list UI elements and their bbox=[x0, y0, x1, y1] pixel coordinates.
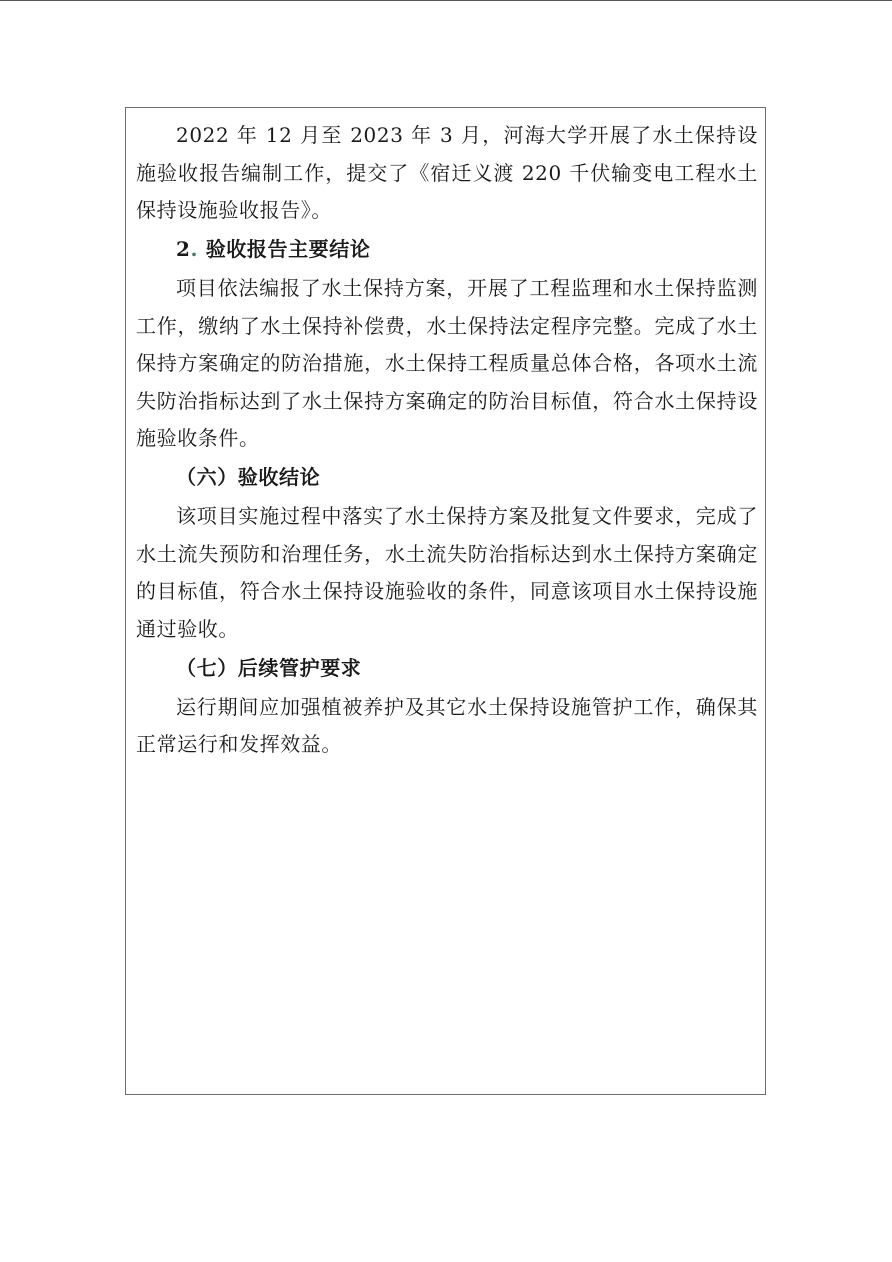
paragraph-acceptance-conclusion: 该项目实施过程中落实了水土保持方案及批复文件要求，完成了水土流失预防和治理任务，水土流失防治指标达到水土保持方案确定的目标值，符合水土保持设施验收的条件，同意该项目水土保持设施通过验收。 bbox=[136, 504, 758, 641]
heading-title: 验收报告主要结论 bbox=[205, 237, 371, 261]
paragraph-report-submission: 2022 年 12 月至 2023 年 3 月，河海大学开展了水土保持设施验收报告编制工作，提交了《宿迁义渡 220 千伏输变电工程水土保持设施验收报告》。 bbox=[136, 123, 758, 222]
heading-maintenance-requirements: （七）后续管护要求 bbox=[176, 655, 362, 680]
heading-report-conclusions bbox=[136, 231, 758, 269]
heading-number: 2 bbox=[176, 237, 191, 261]
paragraph-maintenance-requirements: 运行期间应加强植被养护及其它水土保持设施管护工作，确保其正常运行和发挥效益。 bbox=[136, 694, 758, 756]
heading-acceptance-conclusion: （六）验收结论 bbox=[176, 465, 321, 489]
document-body bbox=[136, 117, 758, 764]
heading-number-dot: . bbox=[190, 237, 199, 261]
page-top-rule bbox=[0, 0, 892, 1]
paragraph-report-conclusions: 项目依法编报了水土保持方案，开展了工程监理和水土保持监测工作，缴纳了水土保持补偿费，水土保持法定程序完整。完成了水土保持方案确定的防治措施，水土保持工程质量总体合格，各项水土流失防治指标达到了水土保持方案确定的防治目标值，符合水土保持设施验收条件。 bbox=[136, 276, 758, 450]
